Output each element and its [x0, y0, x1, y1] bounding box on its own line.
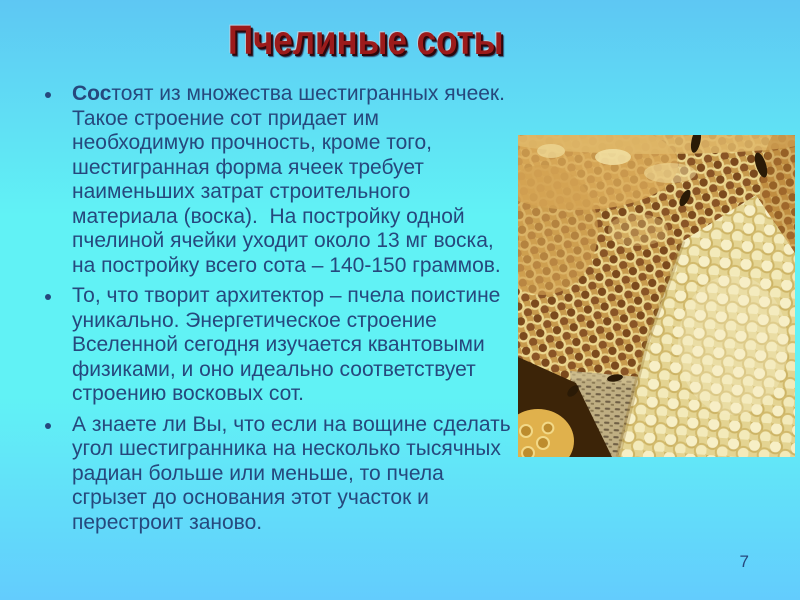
page-number: 7	[739, 552, 749, 571]
bullet-paragraph	[72, 412, 517, 536]
bullet-dot	[45, 423, 51, 429]
honeycomb-photo-graphic	[518, 135, 795, 457]
bullet-paragraph	[72, 82, 512, 278]
title-area	[0, 20, 800, 63]
bullet-paragraph	[72, 284, 512, 407]
honeycomb-photo	[518, 135, 795, 457]
bullet-lead-text: Сос	[72, 82, 112, 105]
bullet-item	[40, 82, 512, 278]
bullet-body-text: То, что творит архитектор – пчела поистине уникально. Энергетическое строение Вселенной сегодня изучается квантовыми физиками, и оно идеально соответствует строению восковых сот.	[72, 284, 507, 405]
bullet-item	[40, 284, 512, 407]
slide-title: Пчелиные соты	[228, 18, 504, 64]
bullet-dot	[45, 92, 51, 98]
bullet-item	[40, 412, 517, 536]
bullet-dot	[45, 294, 51, 300]
bullet-body-text: тоят из множества шестигранных ячеек. Такое строение сот придает им необходимую прочность, кроме того, шестигранная форма ячеек требует наименьших затрат строительного материала (воска). На постройку одной пчелиной ячейки уходит около 13 мг воска, на постройку всего сота – 140-150 граммов.	[72, 82, 511, 277]
bullet-list	[40, 82, 517, 541]
bullet-body-text: А знаете ли Вы, что если на вощине сделать угол шестигранника на несколько тысячных радиан больше или меньше, то пчела сгрызет до основания этот участок и перестроит заново.	[72, 412, 517, 534]
